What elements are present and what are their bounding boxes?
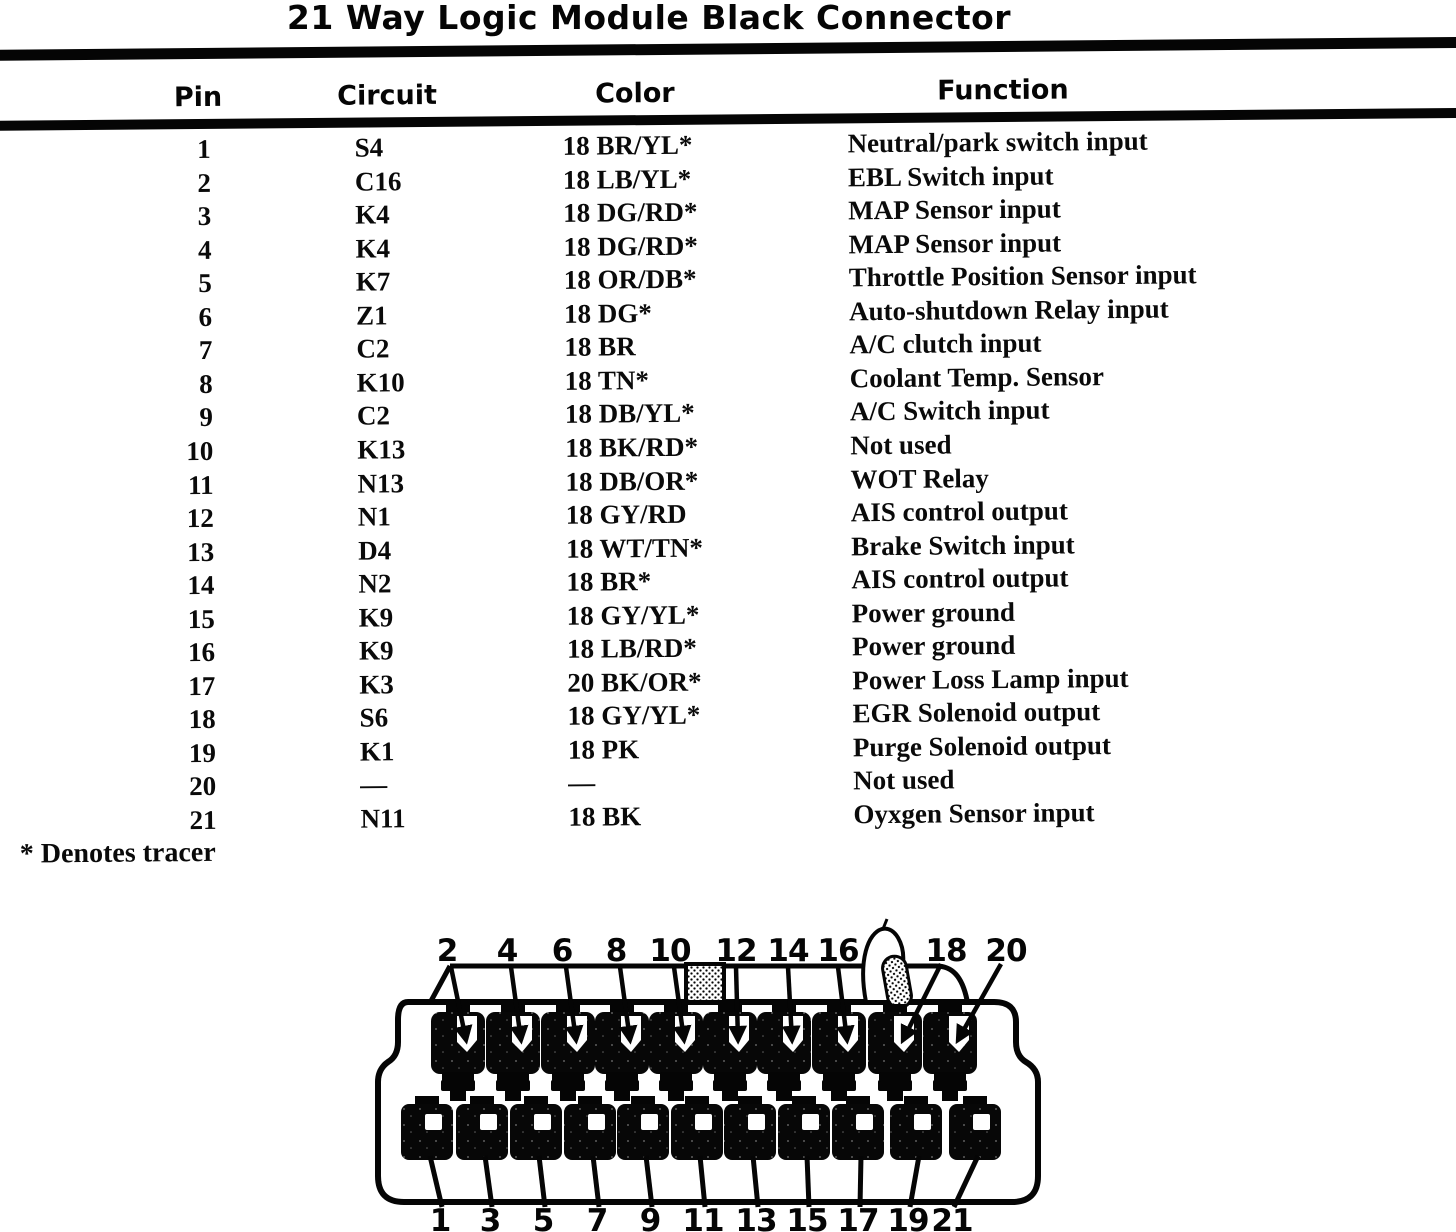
cell-color: 18 GY/YL* xyxy=(566,599,700,631)
pin-label-10: 10 xyxy=(649,933,691,969)
bottom-pin-19 xyxy=(890,1104,942,1160)
tracer-footnote: * Denotes tracer xyxy=(19,836,216,870)
cell-pin: 18 xyxy=(188,704,216,735)
pin-label-4: 4 xyxy=(496,933,518,969)
cell-circuit: — xyxy=(360,769,388,801)
cell-circuit: N13 xyxy=(357,467,405,499)
top-pin-16-tab xyxy=(823,1072,855,1082)
cell-pin: 6 xyxy=(198,301,213,332)
cell-circuit: N2 xyxy=(358,568,392,599)
cell-color: 18 DG/RD* xyxy=(563,196,698,228)
page-title: 21 Way Logic Module Black Connector xyxy=(286,0,1012,37)
lock-tab-stem-3 xyxy=(560,1089,576,1101)
cell-color: 18 DG/RD* xyxy=(563,230,698,262)
cell-color: 18 BK xyxy=(568,801,642,832)
bottom-pin-1 xyxy=(401,1104,453,1160)
bottom-pin-13-hole xyxy=(748,1114,765,1130)
pin-label-15: 15 xyxy=(786,1203,828,1232)
cell-pin: 11 xyxy=(187,469,214,500)
cell-pin: 2 xyxy=(197,167,212,198)
lock-tab-stem-7 xyxy=(776,1089,792,1101)
cell-function: MAP Sensor input xyxy=(848,227,1062,259)
pin-label-7: 7 xyxy=(586,1203,608,1232)
connector-key-block xyxy=(686,964,724,1002)
cell-function: Not used xyxy=(850,429,952,461)
top-pin-2-tab xyxy=(442,1072,474,1082)
cell-color: 18 BR* xyxy=(566,566,652,597)
cell-pin: 15 xyxy=(187,603,215,634)
cell-function: Power ground xyxy=(851,596,1016,629)
cell-color: 18 BR/YL* xyxy=(562,129,693,161)
cell-function: Not used xyxy=(853,764,955,796)
cell-function: Coolant Temp. Sensor xyxy=(849,360,1105,394)
cell-pin: 9 xyxy=(199,402,214,433)
cell-function: Power ground xyxy=(851,630,1016,662)
cell-circuit: C2 xyxy=(356,400,391,432)
column-header-color: Color xyxy=(595,77,675,110)
cell-color: 18 DG* xyxy=(563,297,652,329)
cell-color: 20 BK/OR* xyxy=(567,666,702,698)
cell-circuit: K7 xyxy=(355,266,391,297)
leader-pin-15 xyxy=(807,1156,809,1207)
top-pin-12-tab xyxy=(714,1072,746,1082)
cell-circuit: K9 xyxy=(358,602,394,633)
lock-tab-stem-10 xyxy=(942,1089,958,1101)
cell-function: Throttle Position Sensor input xyxy=(848,259,1197,293)
cell-circuit: C16 xyxy=(354,165,402,197)
cell-function: WOT Relay xyxy=(850,462,989,494)
cell-color: 18 OR/DB* xyxy=(563,263,697,296)
cell-function: Oyxgen Sensor input xyxy=(853,797,1095,830)
pin-label-19: 19 xyxy=(887,1203,929,1232)
bottom-pin-15 xyxy=(778,1104,830,1160)
cell-color: 18 GY/YL* xyxy=(567,699,701,732)
column-header-function: Function xyxy=(937,74,1069,107)
cell-pin: 8 xyxy=(199,368,213,399)
cell-circuit: K3 xyxy=(359,669,394,700)
cell-color: 18 BK/RD* xyxy=(565,431,699,463)
cell-pin: 3 xyxy=(197,200,212,232)
bottom-pin-3-hole xyxy=(480,1114,497,1130)
cell-function: Purge Solenoid output xyxy=(852,729,1112,763)
bottom-pin-19-hole xyxy=(914,1114,931,1130)
bottom-pin-7 xyxy=(564,1104,616,1160)
column-header-circuit: Circuit xyxy=(337,79,438,112)
top-pin-18-tab xyxy=(879,1072,911,1082)
cell-pin: 1 xyxy=(197,133,211,165)
pin-label-9: 9 xyxy=(639,1203,661,1232)
pin-label-1: 1 xyxy=(429,1203,451,1232)
cell-circuit: N11 xyxy=(360,803,406,834)
bottom-pin-21-hole xyxy=(973,1114,990,1130)
lock-tab-stem-8 xyxy=(831,1089,847,1101)
cell-color: 18 PK xyxy=(567,734,640,765)
pin-label-11: 11 xyxy=(682,1203,724,1232)
cell-color: 18 WT/TN* xyxy=(566,532,704,564)
pin-label-3: 3 xyxy=(479,1203,501,1232)
top-pin-10-tab xyxy=(660,1072,692,1082)
cell-pin: 16 xyxy=(187,637,216,668)
cell-color: 18 TN* xyxy=(564,364,650,396)
cell-circuit: S6 xyxy=(359,702,389,733)
cell-circuit: Z1 xyxy=(355,300,388,331)
cell-pin: 14 xyxy=(187,570,215,601)
lock-tab-stem-2 xyxy=(505,1089,521,1101)
cell-circuit: K1 xyxy=(359,736,395,767)
cell-color: 18 LB/YL* xyxy=(562,163,692,195)
bottom-pin-3 xyxy=(456,1104,508,1160)
cell-pin: 20 xyxy=(189,771,217,802)
cell-function: AIS control output xyxy=(850,495,1069,528)
cell-pin: 4 xyxy=(197,234,212,265)
cell-function: A/C Switch input xyxy=(849,394,1050,427)
leader-pin-12 xyxy=(736,967,738,1040)
cell-pin: 21 xyxy=(189,804,217,836)
cell-circuit: K9 xyxy=(358,635,394,666)
pin-label-5: 5 xyxy=(532,1203,554,1232)
bottom-pin-17-hole xyxy=(856,1114,873,1130)
pin-label-13: 13 xyxy=(735,1203,777,1232)
cell-pin: 19 xyxy=(188,737,217,768)
cell-pin: 5 xyxy=(198,268,212,299)
cell-function: Brake Switch input xyxy=(850,528,1075,561)
bottom-pin-5-hole xyxy=(534,1114,551,1130)
cell-pin: 17 xyxy=(188,670,216,701)
cell-color: 18 DB/YL* xyxy=(564,398,695,430)
lock-tab-stem-9 xyxy=(887,1089,903,1101)
cell-color: 18 DB/OR* xyxy=(565,465,699,497)
bottom-pin-1-hole xyxy=(425,1114,442,1130)
pin-label-6: 6 xyxy=(551,933,573,969)
bottom-pin-15-hole xyxy=(802,1114,819,1130)
cell-function: EBL Switch input xyxy=(847,160,1054,192)
bottom-pin-7-hole xyxy=(588,1114,605,1130)
cell-pin: 7 xyxy=(198,335,213,366)
cell-circuit: C2 xyxy=(356,333,390,364)
pin-label-17: 17 xyxy=(837,1203,879,1232)
bottom-pin-9-hole xyxy=(641,1114,658,1130)
leader-pin-17 xyxy=(860,1156,861,1207)
cell-color: 18 LB/RD* xyxy=(566,632,697,665)
cell-circuit: K10 xyxy=(356,367,405,398)
lock-tab-stem-4 xyxy=(614,1089,630,1101)
top-pin-4-tab xyxy=(497,1072,529,1082)
cell-circuit: K4 xyxy=(355,199,390,230)
pin-label-18: 18 xyxy=(925,933,967,969)
cell-color: — xyxy=(568,768,596,799)
cell-function: A/C clutch input xyxy=(849,327,1042,360)
cell-circuit: K4 xyxy=(355,232,391,264)
lock-tab-stem-6 xyxy=(722,1089,738,1101)
top-pin-20-tab xyxy=(934,1072,966,1082)
pin-label-21: 21 xyxy=(931,1203,973,1232)
bottom-pin-13 xyxy=(724,1104,776,1160)
cell-function: Power Loss Lamp input xyxy=(852,662,1129,696)
connector-flap-edge xyxy=(431,966,450,1001)
bottom-pin-17 xyxy=(832,1104,884,1160)
bottom-pin-11 xyxy=(671,1104,723,1160)
cell-pin: 12 xyxy=(186,502,214,534)
cell-color: 18 GY/RD xyxy=(565,498,687,530)
bottom-pin-11-hole xyxy=(695,1114,712,1130)
cell-function: EGR Solenoid output xyxy=(852,696,1101,729)
top-pin-6-tab xyxy=(552,1072,584,1082)
cell-function: Auto-shutdown Relay input xyxy=(848,293,1169,327)
cell-color: 18 BR xyxy=(564,331,636,363)
bottom-pin-9 xyxy=(617,1104,669,1160)
pin-label-20: 20 xyxy=(985,933,1027,969)
pin-label-12: 12 xyxy=(715,933,757,969)
cell-circuit: K13 xyxy=(357,434,406,465)
lock-tab-stem-5 xyxy=(668,1089,684,1101)
bottom-pin-5 xyxy=(510,1104,562,1160)
pin-label-16: 16 xyxy=(817,933,859,969)
cell-circuit: N1 xyxy=(357,501,391,532)
top-pin-8-tab xyxy=(606,1072,638,1082)
connector-drawing xyxy=(378,919,1038,1232)
cell-function: Neutral/park switch input xyxy=(847,125,1148,159)
pin-label-14: 14 xyxy=(767,933,809,969)
cell-pin: 10 xyxy=(186,435,214,467)
lock-tab-stem-1 xyxy=(450,1089,466,1101)
bottom-pin-21 xyxy=(949,1104,1001,1160)
top-pin-14-tab xyxy=(768,1072,800,1082)
pin-label-8: 8 xyxy=(605,933,627,969)
cell-circuit: S4 xyxy=(354,132,384,163)
pin-label-2: 2 xyxy=(436,933,458,969)
cell-function: MAP Sensor input xyxy=(848,193,1061,226)
column-header-pin: Pin xyxy=(173,81,223,114)
cell-circuit: D4 xyxy=(358,534,392,566)
cell-function: AIS control output xyxy=(851,562,1069,595)
cell-pin: 13 xyxy=(187,536,215,567)
